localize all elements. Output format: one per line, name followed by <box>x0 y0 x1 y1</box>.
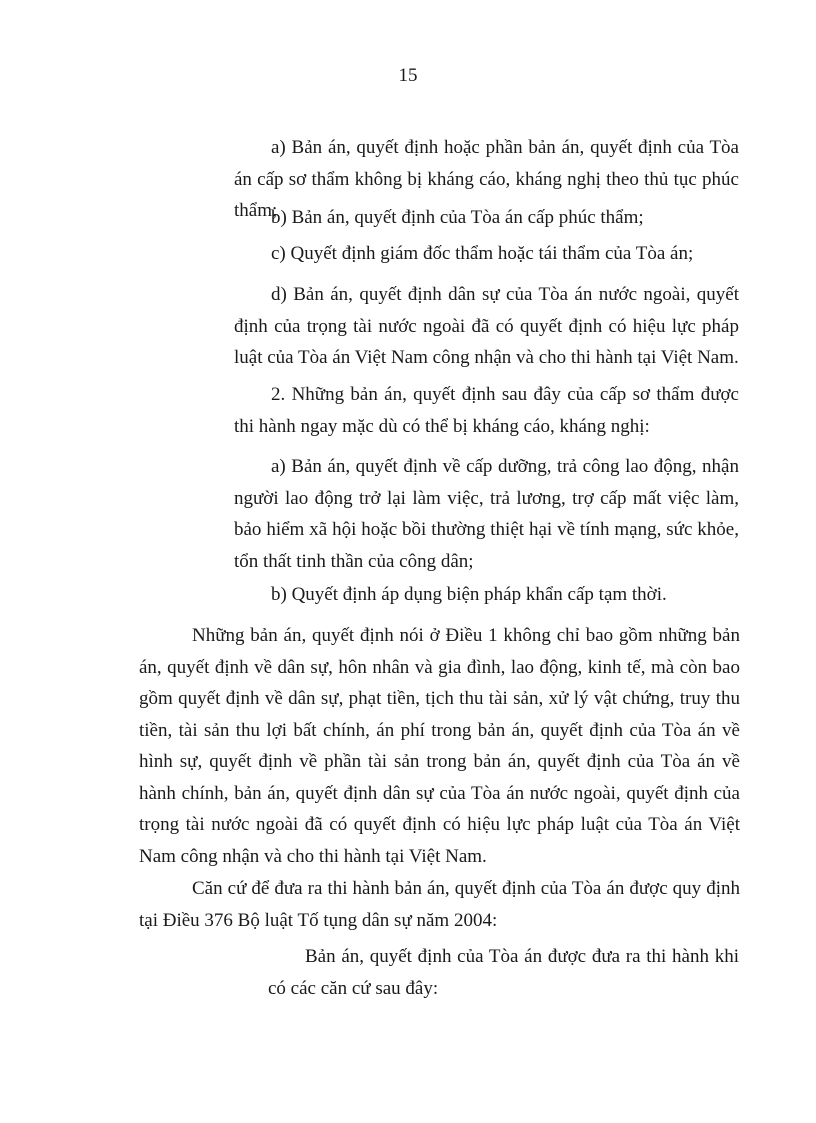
quoted-paragraph-a: a) Bản án, quyết định hoặc phần bản án, quyết định của Tòa án cấp sơ thẩm không bị kháng cáo, kháng nghị theo thủ tục phúc thẩm; <box>234 137 739 221</box>
quoted-paragraph-final: Bản án, quyết định của Tòa án được đưa ra thi hành khi có các căn cứ sau đây: <box>268 946 739 999</box>
quoted-paragraph-2: 2. Những bản án, quyết định sau đây của cấp sơ thẩm được thi hành ngay mặc dù có thể bị kháng cáo, kháng nghị: <box>234 384 739 437</box>
body-paragraph-2: Căn cứ để đưa ra thi hành bản án, quyết định của Tòa án được quy định tại Điều 376 Bộ luật Tố tụng dân sự năm 2004: <box>139 878 740 931</box>
quoted-paragraph-d: d) Bản án, quyết định dân sự của Tòa án nước ngoài, quyết định của trọng tài nước ngoài đã có quyết định có hiệu lực pháp luật của Tòa án Việt Nam công nhận và cho thi hành tại Việt Nam. <box>234 284 739 368</box>
quoted-paragraph-c: c) Quyết định giám đốc thẩm hoặc tái thẩm của Tòa án; <box>271 243 694 264</box>
quoted-paragraph-2a: a) Bản án, quyết định về cấp dưỡng, trả công lao động, nhận người lao động trở lại làm việc, trả lương, trợ cấp mất việc làm, bảo hiểm xã hội hoặc bồi thường thiệt hại về tính mạng, sức khỏe, tổn thất tinh thần của công dân; <box>234 456 739 572</box>
body-paragraph-1: Những bản án, quyết định nói ở Điều 1 không chỉ bao gồm những bản án, quyết định về dân sự, hôn nhân và gia đình, lao động, kinh tế, mà còn bao gồm quyết định về dân sự, phạt tiền, tịch thu tài sản, xử lý vật chứng, truy thu tiền, tài sản thu lợi bất chính, án phí trong bản án, quyết định của Tòa án về hình sự, quyết định về phần tài sản trong bản án, quyết định của Tòa án về hành chính, bản án, quyết định dân sự của Tòa án nước ngoài, quyết định của trọng tài nước ngoài đã có quyết định có hiệu lực pháp luật của Tòa án Việt Nam công nhận và cho thi hành tại Việt Nam. <box>139 625 740 867</box>
page-number: 15 <box>398 65 418 86</box>
quoted-paragraph-2b: b) Quyết định áp dụng biện pháp khẩn cấp tạm thời. <box>271 584 667 605</box>
quoted-paragraph-b: b) Bản án, quyết định của Tòa án cấp phúc thẩm; <box>271 207 644 228</box>
